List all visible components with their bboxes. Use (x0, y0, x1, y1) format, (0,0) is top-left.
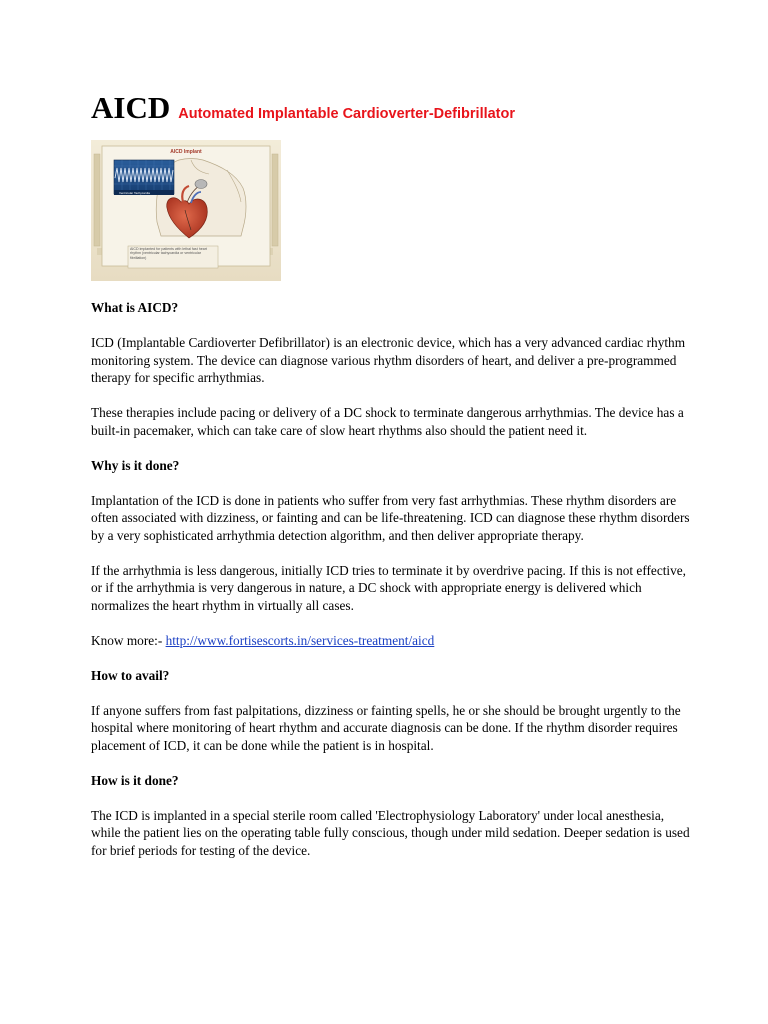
paragraph-why-2: If the arrhythmia is less dangerous, initially ICD tries to terminate it by overdrive pacing. If this is not effective, or if the arrhythmia is very dangerous in nature, a DC shock with appropriate energy is delivered which normalizes the heart rhythm in virtually all cases. (91, 562, 687, 613)
page-title: AICD (91, 90, 171, 125)
paragraph-what-2: These therapies include pacing or delivery of a DC shock to terminate dangerous arrhythmias. The device has a built-in pacemaker, which can take care of slow heart rhythms also should the patient need it. (91, 405, 684, 438)
paragraph-what-1: ICD (Implantable Cardioverter Defibrillator) is an electronic device, which has a very advanced cardiac rhythm monitoring system. The device can diagnose various rhythm disorders of heart, and deliver a pre-programmed therapy for specific arrhythmias. (91, 335, 686, 385)
page-subtitle: Automated Implantable Cardioverter-Defibrillator (178, 106, 516, 122)
figure-caption-text: AICD implanted for patients with lethal fast heart rhythm (ventricular tachycardia or ventricular fibrillation) (130, 247, 207, 260)
know-more-line (91, 632, 691, 650)
paragraph-how-1: The ICD is implanted in a special sterile room called 'Electrophysiology Laboratory' under local anesthesia, while the patient lies on the operating table fully conscious, though under mild sedation. Deeper sedation is used for brief periods for testing of the device. (91, 807, 690, 858)
paragraph-avail-1: If anyone suffers from fast palpitations, dizziness or fainting spells, he or she should be brought urgently to the hospital where monitoring of heart rhythm and accurate diagnosis can be done. If the rhythm disorder requires placement of ICD, it can be done while the patient is in hospital. (91, 702, 681, 753)
panel-title: AICD Implant (170, 149, 202, 155)
paragraph-why-1: Implantation of the ICD is done in patients who suffer from very fast arrhythmias. These rhythm disorders are often associated with dizziness, or fainting and can be life-threatening. ICD can diagnose these rhythm disorders by a very sophisticated arrhythmia detection algorithm, and then deliver appropriate therapy. (91, 492, 690, 543)
know-more-label: Know more:- (91, 632, 166, 648)
know-more-link[interactable]: http://www.fortisescorts.in/services-treatment/aicd (165, 632, 435, 648)
heading-what-is-aicd: What is AICD? (91, 300, 179, 315)
screen-caption: Ventricular Tachycardia (119, 190, 150, 195)
heading-how-to-avail: How to avail? (91, 667, 170, 683)
aicd-implant-illustration (91, 140, 281, 281)
heading-why-is-it-done: Why is it done? (91, 457, 180, 473)
heading-how-is-it-done: How is it done? (91, 772, 179, 788)
icd-device (195, 180, 207, 189)
title-row (91, 90, 515, 126)
article-body (91, 299, 691, 877)
